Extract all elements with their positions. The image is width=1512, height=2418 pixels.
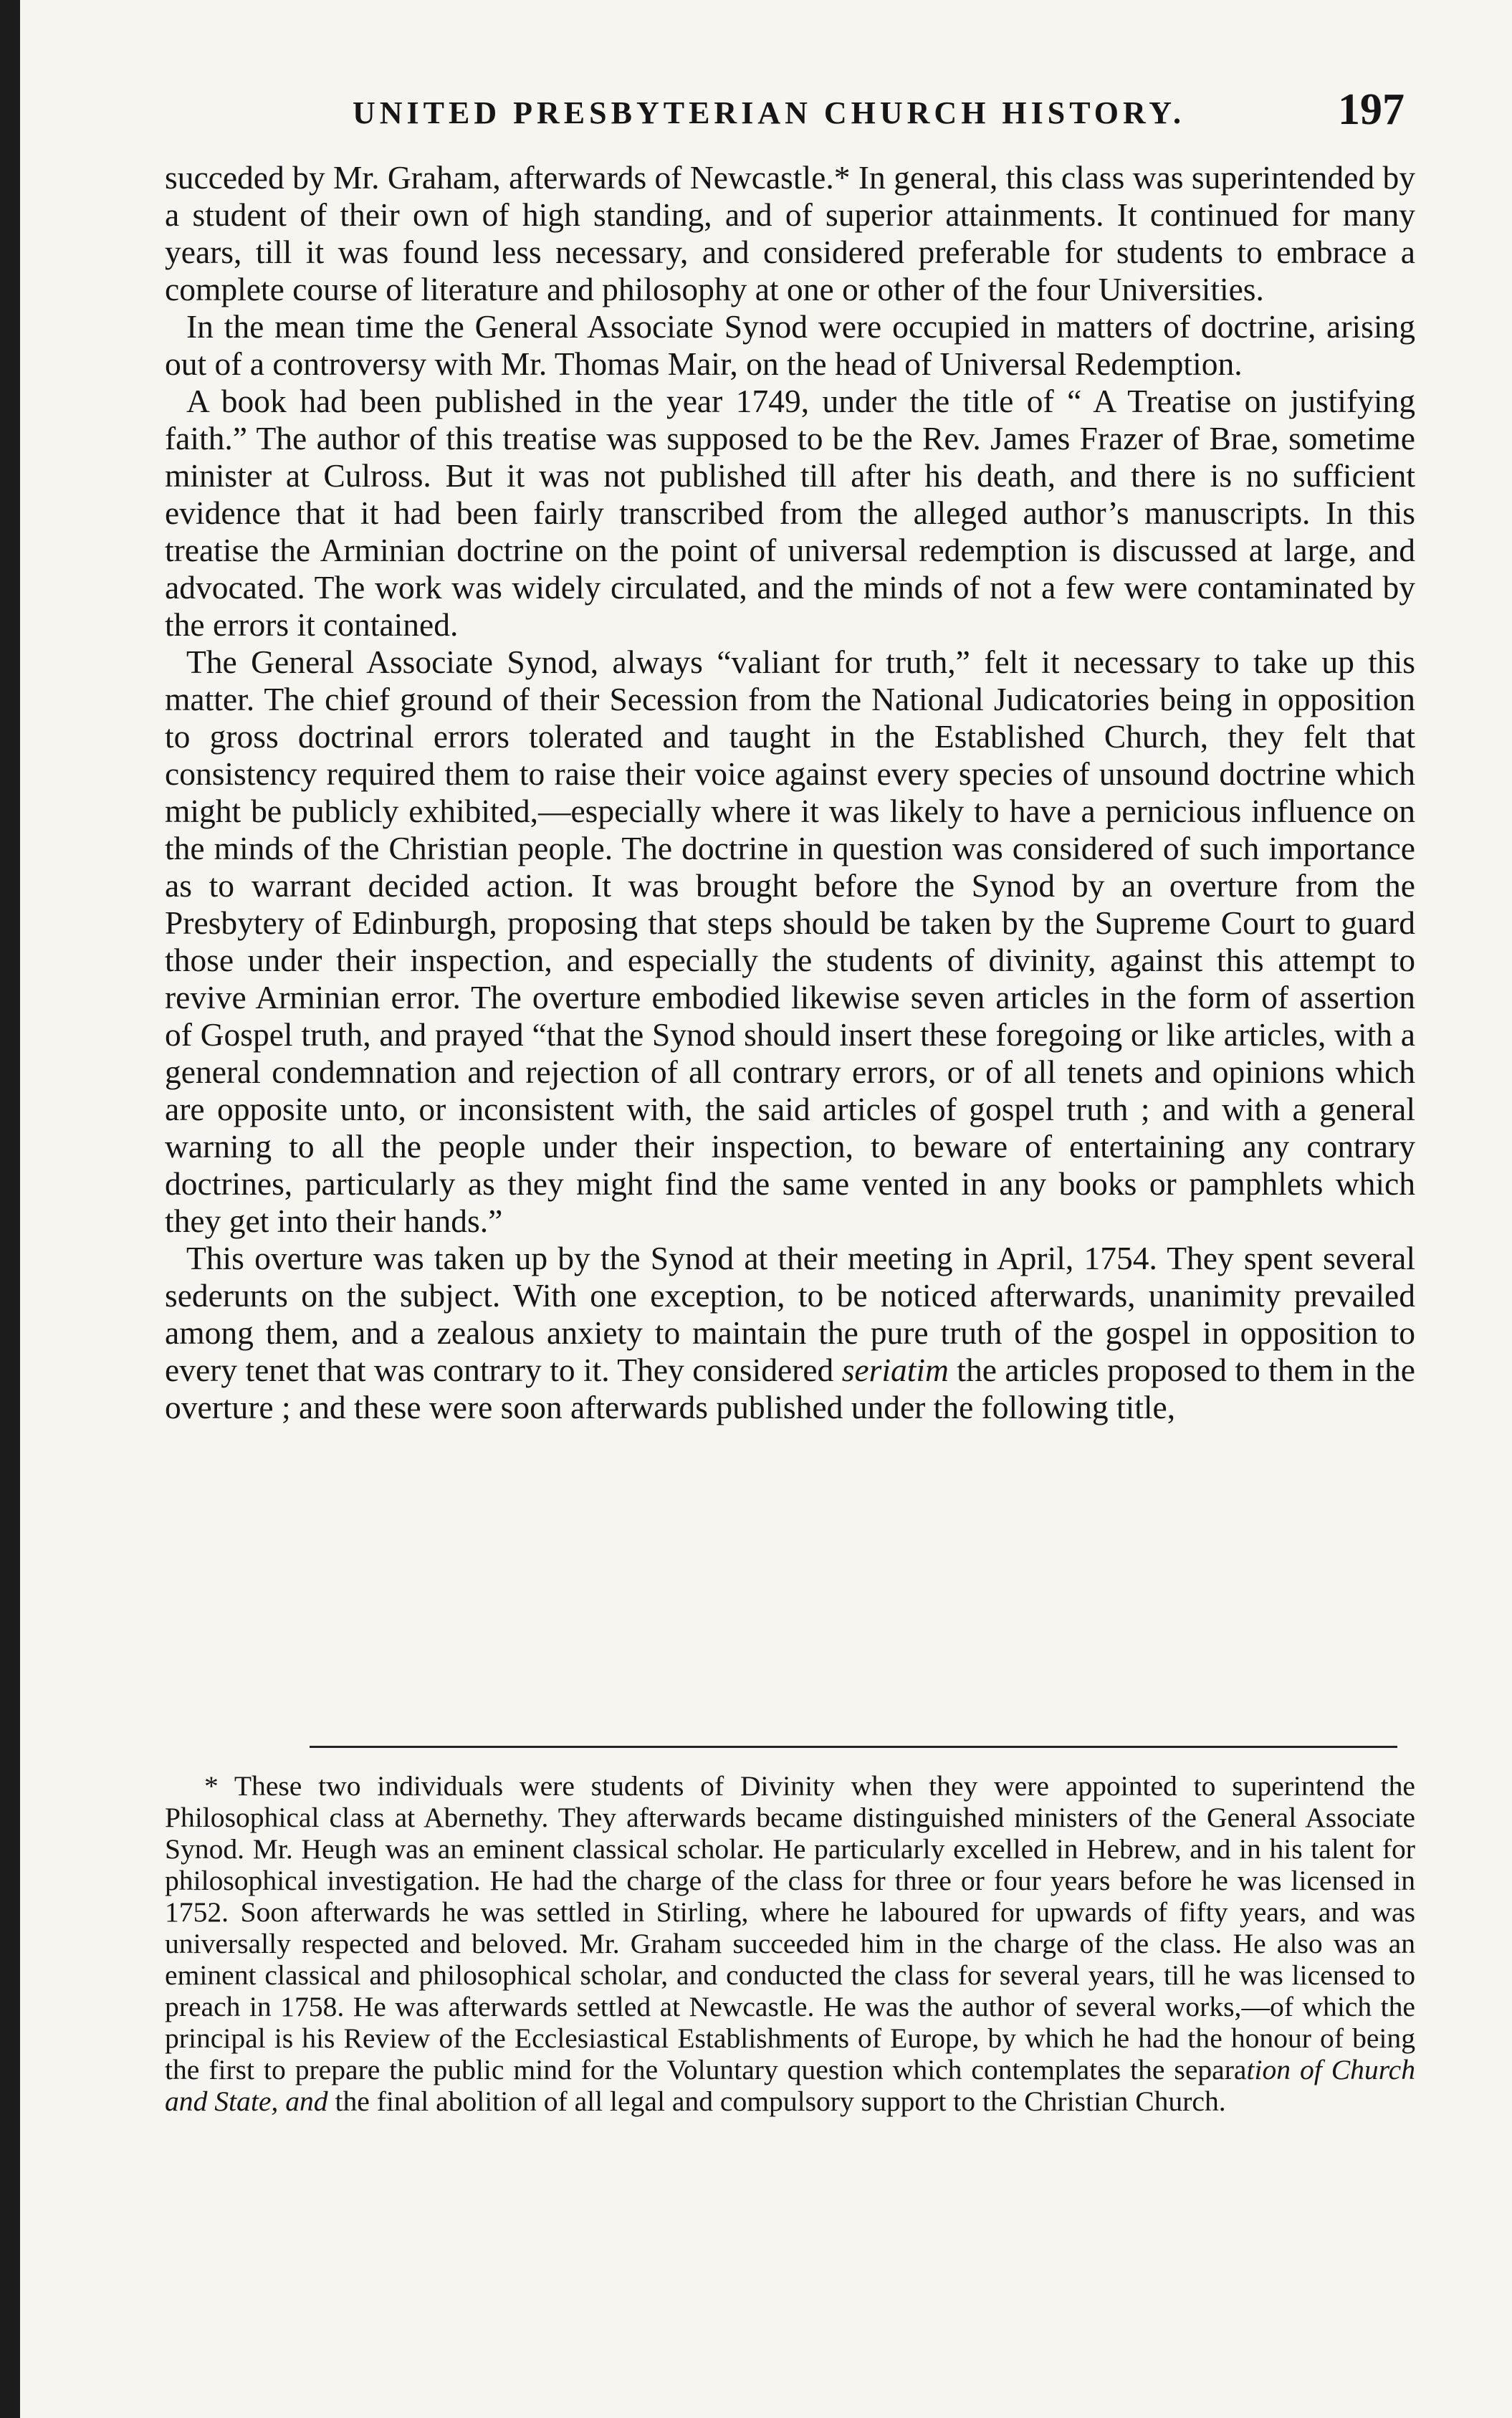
scan-edge	[0, 0, 20, 2418]
footnote-text-end: the final abolition of all legal and compulsory support to the Christian Church.	[327, 2085, 1226, 2117]
italic-term: seriatim	[841, 1352, 949, 1388]
footnote-block	[165, 1770, 1415, 2117]
footnote-text: * These two individuals were students of Divinity when they were appointed to superintend the Philosophical class at Abernethy. They afterwards became distinguished ministers of the General Associate Synod. Mr. Heugh was an eminent classical scholar. He particularly excelled in Hebrew, and in his talent for philosophical investigation. He had the charge of the class for three or four years before he was licensed in 1752. Soon afterwards he was settled in Stirling, where he laboured for upwards of fifty years, and was universally respected and beloved. Mr. Graham succeeded him in the charge of the class. He also was an eminent classical and philosophical scholar, and conducted the class for several years, till he was licensed to preach in 1758. He was afterwards settled at Newcastle. He was the author of several works,—of which the principal is his Review of the Ecclesiastical Establishments of Europe, by which he had the honour of being the first to prepare the public mind for the Voluntary question which contemplates the separa	[165, 1770, 1415, 2085]
paragraph-5	[165, 1240, 1415, 1426]
paragraph-4: The General Associate Synod, always “valiant for truth,” felt it necessary to take up this matter. The chief ground of their Secession from the National Judicatories being in opposition to gross doctrinal errors tolerated and taught in the Established Church, they felt that consistency required them to raise their voice against every species of unsound doctrine which might be publicly exhibited,—especially where it was likely to have a pernicious influence on the minds of the Christian people. The doctrine in question was considered of such importance as to warrant decided action. It was brought before the Synod by an overture from the Presbytery of Edinburgh, proposing that steps should be taken by the Supreme Court to guard those under their inspection, and especially the students of divinity, against this attempt to revive Arminian error. The overture embodied likewise seven articles in the form of assertion of Gospel truth, and prayed “that the Synod should insert these foregoing or like articles, with a general condemnation and rejection of all contrary errors, or of all tenets and opinions which are opposite unto, or inconsistent with, the said articles of gospel truth ; and with a general warning to all the people under their inspection, to beware of entertaining any contrary doctrines, particularly as they might find the same vented in any books or pamphlets which they get into their hands.”	[165, 644, 1415, 1239]
paragraph-1: succeded by Mr. Graham, afterwards of Newcastle.* In general, this class was superintended by a student of their own of high standing, and of superior attainments. It continued for many years, till it was found less necessary, and considered preferable for students to embrace a complete course of literature and philosophy at one or other of the four Universities.	[165, 159, 1415, 307]
footnote-divider	[310, 1746, 1397, 1748]
page-number: 197	[1338, 85, 1405, 134]
page-header	[143, 85, 1433, 149]
paragraph-5-text: This overture was taken up by the Synod at their meeting in April, 1754. They spent several sederunts on the subject. With one exception, to be noticed afterwards, unanimity prevailed among them, and a zealous anxiety to maintain the pure truth of the gospel in opposition to every tenet that was contrary to it. They considered	[165, 1240, 1415, 1388]
main-text	[165, 159, 1415, 1426]
footnote	[165, 1770, 1415, 2117]
running-title: UNITED PRESBYTERIAN CHURCH HISTORY.	[353, 95, 1185, 130]
paragraph-5-text-end: the articles proposed to them in the overture ; and these were soon afterwards published under the following title,	[165, 1352, 1415, 1425]
footnote-italic: tion of Church and State, and	[165, 2054, 1415, 2117]
paragraph-3: A book had been published in the year 1749, under the title of “ A Treatise on justifying faith.” The author of this treatise was supposed to be the Rev. James Frazer of Brae, sometime minister at Culross. But it was not published till after his death, and there is no sufficient evidence that it had been fairly transcribed from the alleged author’s manuscripts. In this treatise the Arminian doctrine on the point of universal redemption is discussed at large, and advocated. The work was widely circulated, and the minds of not a few were contaminated by the errors it contained.	[165, 383, 1415, 643]
paragraph-2: In the mean time the General Associate Synod were occupied in matters of doctrine, arising out of a controversy with Mr. Thomas Mair, on the head of Universal Redemption.	[165, 308, 1415, 382]
